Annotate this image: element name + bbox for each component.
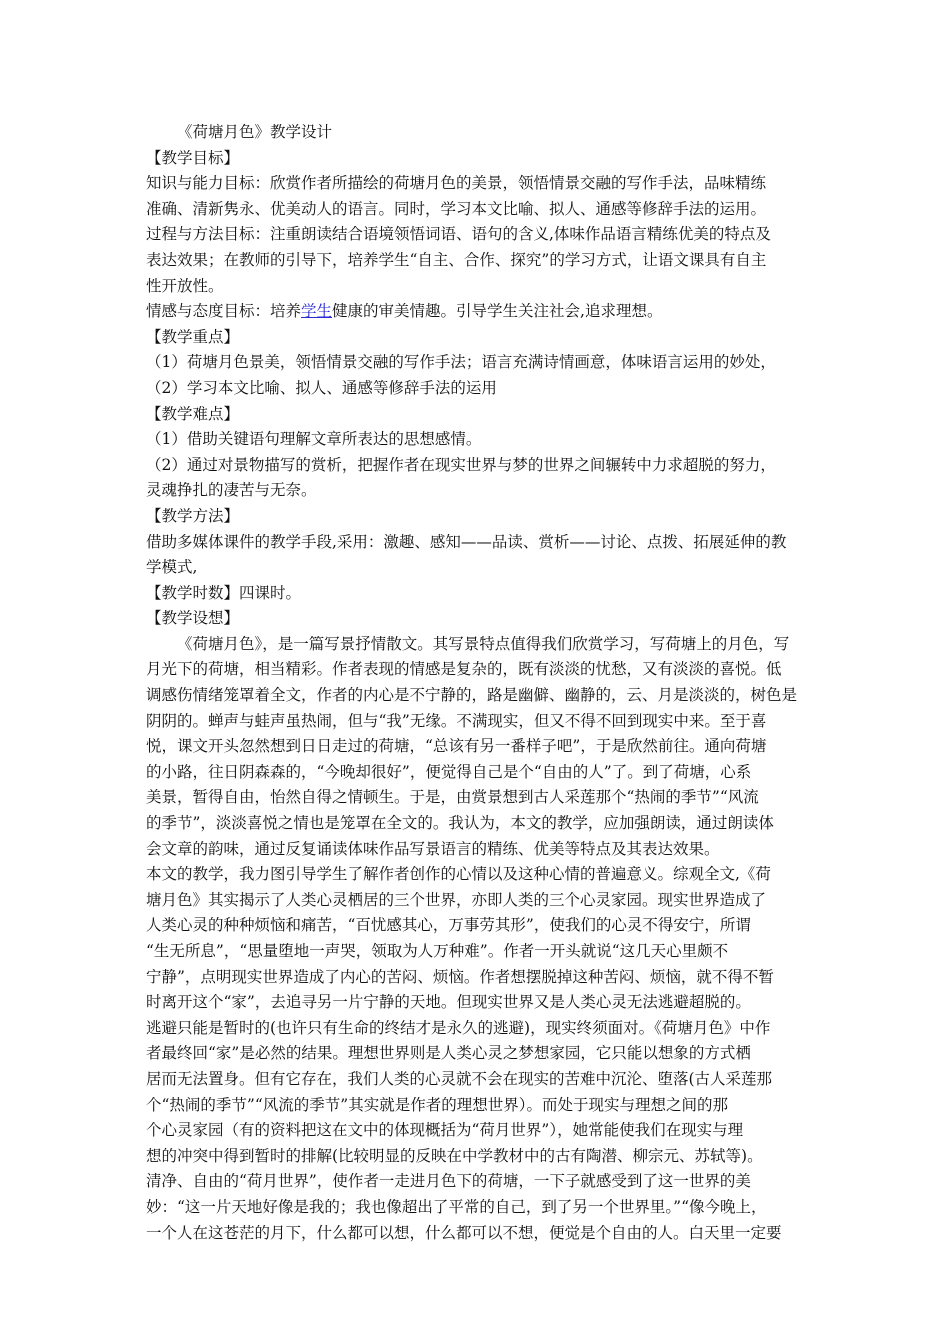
difficulty-line: 灵魂挣扎的凄苦与无奈。 (146, 481, 317, 500)
goals-line: 过程与方法目标：注重朗读结合语境领悟词语、语句的含义,体味作品语言精练优美的特点及 (146, 225, 771, 244)
idea-para2-line: 塘月色》其实揭示了人类心灵栖居的三个世界，亦即人类的三个心灵家园。现实世界造成了 (146, 890, 767, 909)
goals-heading: 【教学目标】 (146, 148, 240, 167)
idea-para1-line: 阴阴的。蝉声与蛙声虽热闹，但与“我”无缘。不满现实，但又不得不回到现实中来。至于喜 (146, 711, 767, 730)
goals-line: 知识与能力目标：欣赏作者所描绘的荷塘月色的美景，领悟情景交融的写作手法，品味精练 (146, 174, 767, 193)
idea-para1-line: 《荷塘月色》，是一篇写景抒情散文。其写景特点值得我们欣赏学习，写荷塘上的月色，写 (177, 634, 790, 653)
emotion-suffix: 健康的审美情趣。引导学生关注社会,追求理想。 (332, 302, 663, 321)
document-title: 《荷塘月色》教学设计 (177, 123, 333, 141)
idea-para2-line: 想的冲突中得到暂时的排解(比较明显的反映在中学教材中的古有陶潜、柳宗元、苏轼等)。 (146, 1146, 763, 1165)
idea-para2-line: 本文的教学，我力图引导学生了解作者创作的心情以及这种心情的普遍意义。综观全文,《荷 (146, 865, 771, 884)
idea-para2-line: 逃避只能是暂时的(也许只有生命的终结才是永久的逃避)，现实终须面对。《荷塘月色》中作 (146, 1018, 771, 1037)
idea-para2-line: 妙：“这一片天地好像是我的；我也像超出了平常的自己，到了另一个世界里。”“像今晚上， (146, 1197, 767, 1216)
idea-para2-line: 者最终回“家”是必然的结果。理想世界则是人类心灵之梦想家园，它只能以想象的方式栖 (146, 1044, 751, 1063)
difficulty-line: （2）通过对景物描写的赏析，把握作者在现实世界与梦的世界之间辗转中力求超脱的努力， (146, 455, 776, 474)
student-link[interactable]: 学生 (301, 302, 333, 321)
idea-para2-line: 清净、自由的“荷月世界”，使作者一走进月色下的荷塘，一下子就感受到了这一世界的美 (146, 1172, 751, 1191)
idea-para2-line: 宁静”，点明现实世界造成了内心的苦闷、烦恼。作者想摆脱掉这种苦闷、烦恼，就不得不暂 (146, 967, 774, 986)
idea-para2-line: “生无所息”，“思量堕地一声哭，领取为人万种难”。作者一开头就说“这几天心里颇不 (146, 942, 729, 960)
idea-para1-line: 月光下的荷塘，相当精彩。作者表现的情感是复杂的，既有淡淡的忧愁，又有淡淡的喜悦。低 (146, 660, 782, 679)
emotion-prefix: 情感与态度目标：培养 (146, 302, 302, 321)
idea-para1-line: 会文章的韵味，通过反复诵读体味作品写景语言的精练、优美等特点及其表达效果。 (146, 839, 720, 858)
method-heading: 【教学方法】 (146, 506, 240, 525)
hours-line: 【教学时数】四课时。 (146, 583, 302, 602)
idea-para1-line: 美景，暂得自由，怡然自得之情顿生。于是，由赏景想到古人采莲那个“热闹的季节”“风流 (146, 788, 759, 807)
difficulty-line: （1）借助关键语句理解文章所表达的思想感情。 (146, 430, 482, 449)
difficulty-heading: 【教学难点】 (146, 404, 240, 423)
method-line: 学模式, (146, 558, 198, 577)
idea-para2-line: 个心灵家园（有的资料把这在文中的体现概括为“荷月世界”），她常能使我们在现实与理 (146, 1121, 744, 1140)
idea-para2-line: 时离开这个“家”，去追寻另一片宁静的天地。但现实世界又是人类心灵无法逃避超脱的。 (146, 993, 751, 1012)
idea-para2-line: 一个人在这苍茫的月下，什么都可以想，什么都可以不想，便觉是个自由的人。白天里一定要 (146, 1223, 782, 1242)
idea-para1-line: 的季节”，淡淡喜悦之情也是笼罩在全文的。我认为，本文的教学，应加强朗读，通过朗读体 (146, 814, 774, 833)
goals-line: 性开放性。 (146, 276, 224, 295)
idea-para1-line: 的小路，往日阴森森的，“今晚却很好”，便觉得自己是个“自由的人”了。到了荷塘，心系 (146, 762, 752, 781)
key-line: （2）学习本文比喻、拟人、通感等修辞手法的运用 (146, 378, 497, 397)
key-heading: 【教学重点】 (146, 327, 240, 346)
idea-para1-line: 悦，课文开头忽然想到日日走过的荷塘，“总该有另一番样子吧”，于是欣然前往。通向荷塘 (146, 737, 767, 756)
idea-heading: 【教学设想】 (146, 609, 240, 628)
goals-line: 准确、清新隽永、优美动人的语言。同时，学习本文比喻、拟人、通感等修辞手法的运用。 (146, 199, 767, 218)
key-line: （1）荷塘月色景美，领悟情景交融的写作手法；语言充满诗情画意，体味语言运用的妙处， (146, 353, 776, 372)
emotion-goal-line (146, 299, 816, 325)
method-line: 借助多媒体课件的教学手段,采用：激趣、感知——品读、赏析——讨论、点拨、拓展延伸的教 (146, 532, 787, 551)
idea-para2-line: 人类心灵的种种烦恼和痛苦，“百忧感其心，万事劳其形”，使我们的心灵不得安宁，所谓 (146, 916, 751, 935)
idea-para1-line: 调感伤情绪笼罩着全文，作者的内心是不宁静的，路是幽僻、幽静的，云、月是淡淡的，树色是 (146, 686, 798, 705)
goals-line: 表达效果；在教师的引导下，培养学生“自主、合作、探究”的学习方式，让语文课具有自主 (146, 250, 767, 269)
idea-para2-line: 个“热闹的季节”“风流的季节”其实就是作者的理想世界）。而处于现实与理想之间的那 (146, 1095, 728, 1114)
idea-para2-line: 居而无法置身。但有它存在，我们人类的心灵就不会在现实的苦难中沉沦、堕落(古人采莲那 (146, 1069, 773, 1088)
